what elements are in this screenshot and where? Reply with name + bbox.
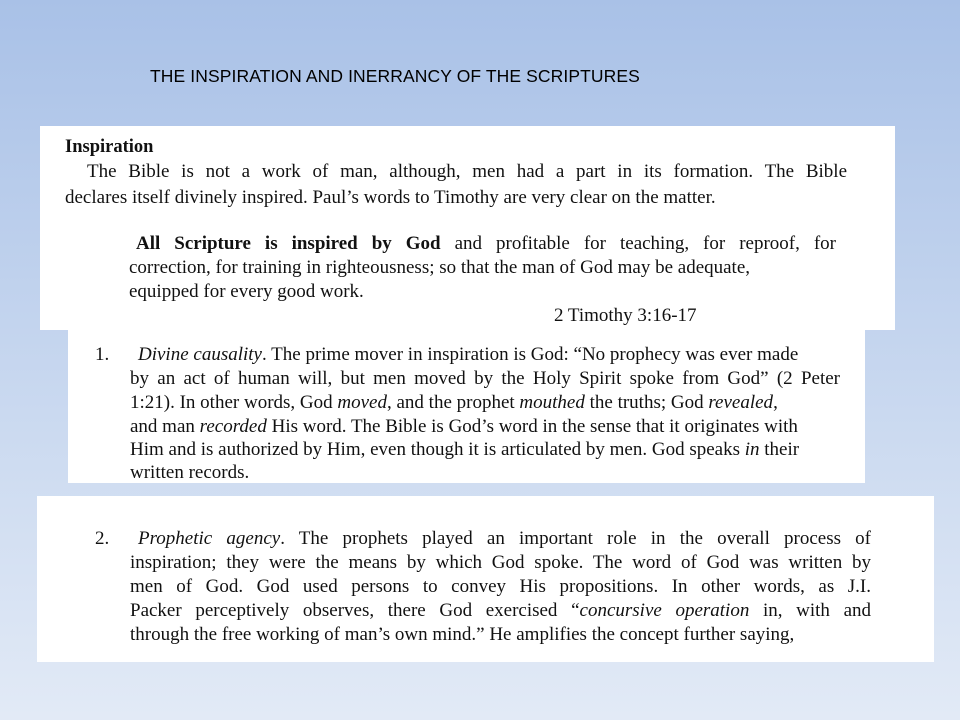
list-number: 1. [95,344,110,365]
paragraph-line: Packer perceptively observes, there God exercised “concursive operation in, with and [130,600,871,621]
paragraph-line: inspiration; they were the means by which God spoke. The word of God was written by [130,552,871,573]
quote-line [136,232,836,255]
paragraph-line: by an act of human will, but men moved by the Holy Spirit spoke from God” (2 Peter [130,368,840,389]
excerpt-panel-divine-causality [68,330,865,483]
paragraph-line: Him and is authorized by Him, even though it is articulated by men. God speaks in their [130,439,800,460]
excerpt-panel-inspiration [40,126,895,330]
quote-bold-lead: All Scripture is inspired by God [136,233,441,254]
section-heading: Inspiration [65,137,154,157]
paragraph-line: The Bible is not a work of man, although, men had a part in its formation. The Bible [87,161,847,182]
paragraph-line [138,527,871,550]
term: Divine causality [138,344,262,365]
paragraph-line: men of God. God used persons to convey His propositions. In other words, as J.I. [130,576,871,597]
paragraph-line: declares itself divinely inspired. Paul’s words to Timothy are very clear on the matter. [65,187,716,208]
text: . The prophets played an important role in the overall process of [280,528,872,549]
quote-text: and profitable for teaching, for reproof, for [440,233,836,254]
term: Prophetic agency [138,528,281,549]
slide-title: THE INSPIRATION AND INERRANCY OF THE SCRIPTURES [150,66,640,86]
excerpt-panel-prophetic-agency [37,496,934,662]
text: . The prime mover in inspiration is God: “No prophecy was ever made [262,344,799,365]
paragraph-line: written records. [130,462,250,483]
paragraph-line [138,343,798,366]
paragraph-line: 1:21). In other words, God moved, and the prophet mouthed the truths; God revealed, [130,392,778,413]
quote-line: correction, for training in righteousness; so that the man of God may be adequate, [129,257,751,278]
quote-line: equipped for every good work. [129,281,364,302]
list-number: 2. [95,528,110,549]
scripture-reference: 2 Timothy 3:16-17 [554,305,697,326]
paragraph-line: through the free working of man’s own mind.” He amplifies the concept further saying, [130,624,795,645]
paragraph-line: and man recorded His word. The Bible is God’s word in the sense that it originates with [130,416,798,437]
